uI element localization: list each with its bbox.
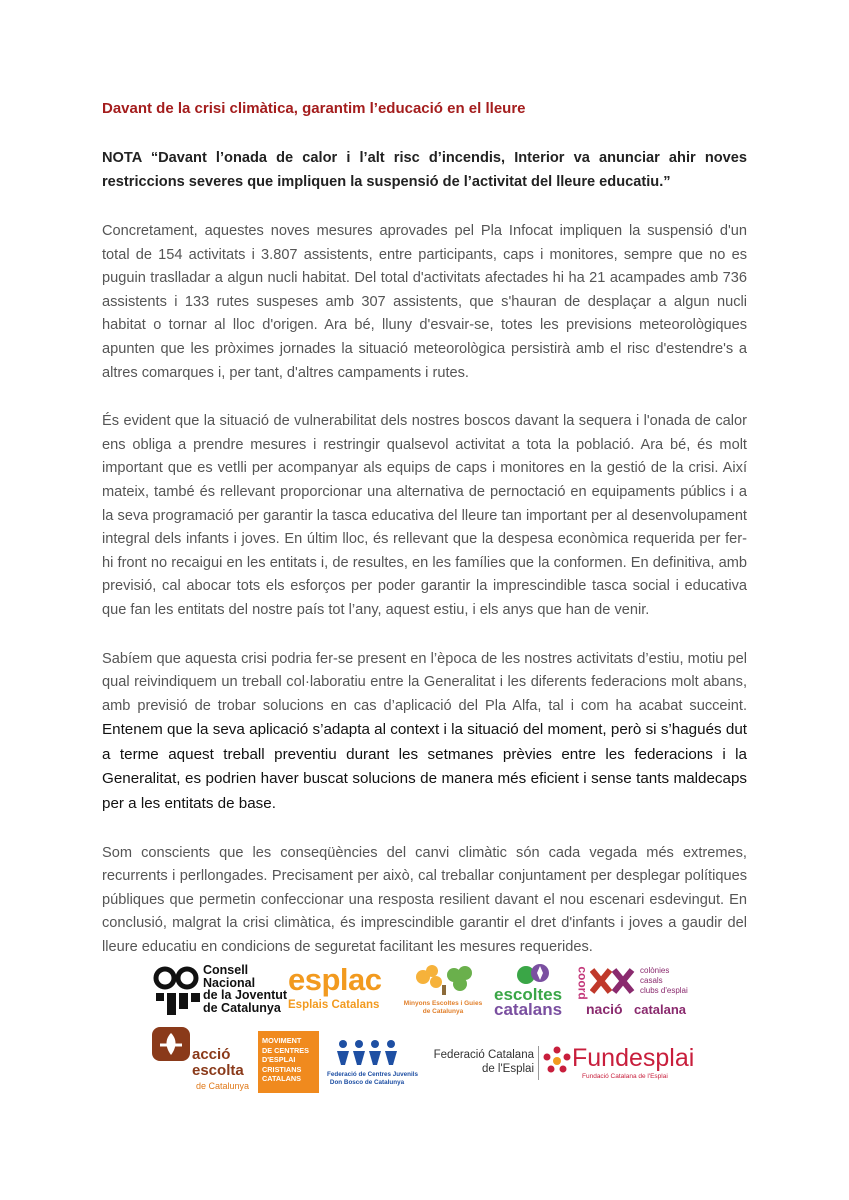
mcecc-line-5: CATALANS bbox=[262, 1074, 302, 1083]
cnjc-symbol-icon bbox=[153, 966, 203, 1016]
mcecc-line-2: DE CENTRES bbox=[262, 1045, 310, 1055]
trefoil-icon bbox=[410, 965, 480, 997]
fundesplai-figures-icon bbox=[542, 1046, 572, 1076]
accio-line-1: acció bbox=[192, 1046, 231, 1063]
accio-line-3: de Catalunya bbox=[196, 1081, 250, 1091]
logo-mcecc bbox=[258, 1031, 319, 1093]
paragraph-3 bbox=[102, 648, 747, 817]
mscc-line-1: Minyons Escoltes i Guies bbox=[403, 1000, 483, 1007]
coord-line-3: clubs d'esplai bbox=[640, 986, 688, 995]
logo-fcjdb bbox=[327, 1039, 418, 1094]
logo-escoltes-catalans bbox=[494, 963, 574, 1018]
escoltes-flower-icon bbox=[514, 963, 554, 987]
cnjc-line-2: Nacional bbox=[203, 975, 256, 990]
paragraph-3-intro: Sabíem que aquesta crisi podria fer-se present en l’època de les nostres activitats d’estiu, motiu pel qual reivindiquem un treball col·laboratiu entre la Generalitat i les diferents federacions molt abans, amb previsió de trobar solucions en cas d’aplicació del Pla Alfa, tal i com ha acabat succeint. bbox=[102, 650, 747, 714]
accio-escolta-emblem-icon bbox=[152, 1027, 190, 1061]
esplac-name: esplac bbox=[288, 962, 382, 997]
mcecc-line-1: MOVIMENT bbox=[262, 1036, 302, 1045]
fundesplai-name: Fundesplai bbox=[572, 1044, 695, 1072]
coord-line-4: catalana bbox=[634, 1002, 687, 1017]
logo-fundesplai bbox=[542, 1042, 695, 1087]
logo-fce bbox=[426, 1048, 534, 1084]
escoltes-line-1: escoltes bbox=[494, 985, 563, 1004]
esplac-sub: Esplais Catalans bbox=[288, 999, 380, 1011]
logo-cnjc bbox=[153, 964, 288, 1019]
cnjc-line-3: de la Joventut bbox=[203, 988, 288, 1002]
fce-line-2: de l'Esplai bbox=[481, 1063, 534, 1075]
mcecc-line-3: D'ESPLAI bbox=[262, 1055, 296, 1064]
xx-figures-icon bbox=[590, 968, 636, 994]
jumping-figures-icon bbox=[335, 1039, 401, 1069]
document-title: Davant de la crisi climàtica, garantim l’educació en el lleure bbox=[102, 100, 526, 117]
fcjdb-line-1: Federació de Centres Juvenils bbox=[327, 1071, 418, 1078]
fce-line-1: Federació Catalana bbox=[433, 1049, 534, 1061]
logo-mscc bbox=[398, 965, 488, 1020]
fcjdb-line-2: Don Bosco de Catalunya bbox=[329, 1079, 405, 1086]
logo-accio-escolta bbox=[150, 1027, 250, 1095]
logo-coordinacio bbox=[576, 964, 694, 1019]
document-body bbox=[102, 98, 747, 985]
paragraph-4: Som conscients que les conseqüències del canvi climàtic són cada vegada més extremes, recurrents i perllongades. Precisament per això, cal treballar conjuntament per desplegar polítiques públiques que permetin confeccionar una resposta resilient davant el nou escenari esdevingut. En conclusió, malgrat la crisi climàtica, és imprescindible garantir el dret d'infants i joves a gaudir del lleure educatiu en condicions de seguretat facilitant les mesures requerides. bbox=[102, 844, 747, 956]
paragraph-2: És evident que la situació de vulnerabilitat dels nostres boscos davant la sequera i l'onada de calor ens obliga a prendre mesures i restringir qualsevol activitat a tota la població. Ara bé, és molt important que es vetlli per acompanyar als equips de caps i monitores en la gestió de la crisi. Així mateix, també és rellevant proporcionar una alternativa de pernoctació en equipaments públics i a la seva programació per garantir la tasca educativa del lleure tan important per al desenvolupament integral dels infants i joves. En últim lloc, és rellevant que la despesa econòmica requerida per fer-hi front no recaigui en les entitats i, de resultes, en les famílies que la conformen. En definitiva, amb previsió, cal abocar tots els esforços per poder garantir la imprescindible tasca social i educativa que fan les entitats del nostre país tot l’any, aquest estiu, i els anys que han de venir. bbox=[102, 413, 747, 618]
escoltes-line-2: catalans bbox=[494, 1000, 563, 1019]
coord-vertical: coord bbox=[575, 966, 590, 1000]
logo-divider bbox=[538, 1046, 539, 1080]
mcecc-line-4: CRISTIANS bbox=[262, 1064, 302, 1074]
cnjc-line-4: de Catalunya bbox=[203, 1000, 281, 1015]
fundesplai-sub: Fundació Catalana de l'Esplai bbox=[582, 1073, 668, 1080]
cnjc-line-1: Consell bbox=[203, 963, 249, 977]
mscc-line-2: de Catalunya bbox=[422, 1007, 464, 1015]
paragraph-3-emphasis: Entenem que la seva aplicació s’adapta al context i la situació del moment, però si s’hagués dut a terme aquest treball preventiu durant les setmanes prèvies entre les federacions i la Generalitat, es podrien haver buscat solucions de manera més eficient i sense tants maldecaps per a les entitats de base. bbox=[102, 721, 747, 813]
accio-line-2: escolta bbox=[192, 1062, 244, 1079]
coord-nacio: nació bbox=[586, 1001, 623, 1017]
coord-line-1: colònies bbox=[640, 966, 670, 975]
press-note: NOTA “Davant l’onada de calor i l’alt risc d’incendis, Interior va anunciar ahir noves restriccions severes que impliquen la suspensió de l’activitat del lleure educatiu.” bbox=[102, 150, 747, 190]
logo-esplac bbox=[288, 963, 388, 1018]
coord-line-2: casals bbox=[640, 976, 663, 985]
paragraph-1: Concretament, aquestes noves mesures aprovades pel Pla Infocat impliquen la suspensió d'un total de 154 activitats i 3.807 assistents, entre participants, caps i monitores, sempre que no es puguin traslladar a algun nucli habitat. Del total d'activitats afectades hi ha 21 acampades amb 736 assistents i 133 rutes suspeses amb 307 assistents, que s'hauran de desplaçar a algun nucli habitat o tornar al lloc d'origen. Ara bé, lluny d'esvair-se, totes les previsions meteorològiques apunten que les pròximes jornades la situació meteorològica persistirà amb el risc d'estendre's a altres comarques i, per tant, d'altres campaments i rutes. bbox=[102, 223, 747, 381]
